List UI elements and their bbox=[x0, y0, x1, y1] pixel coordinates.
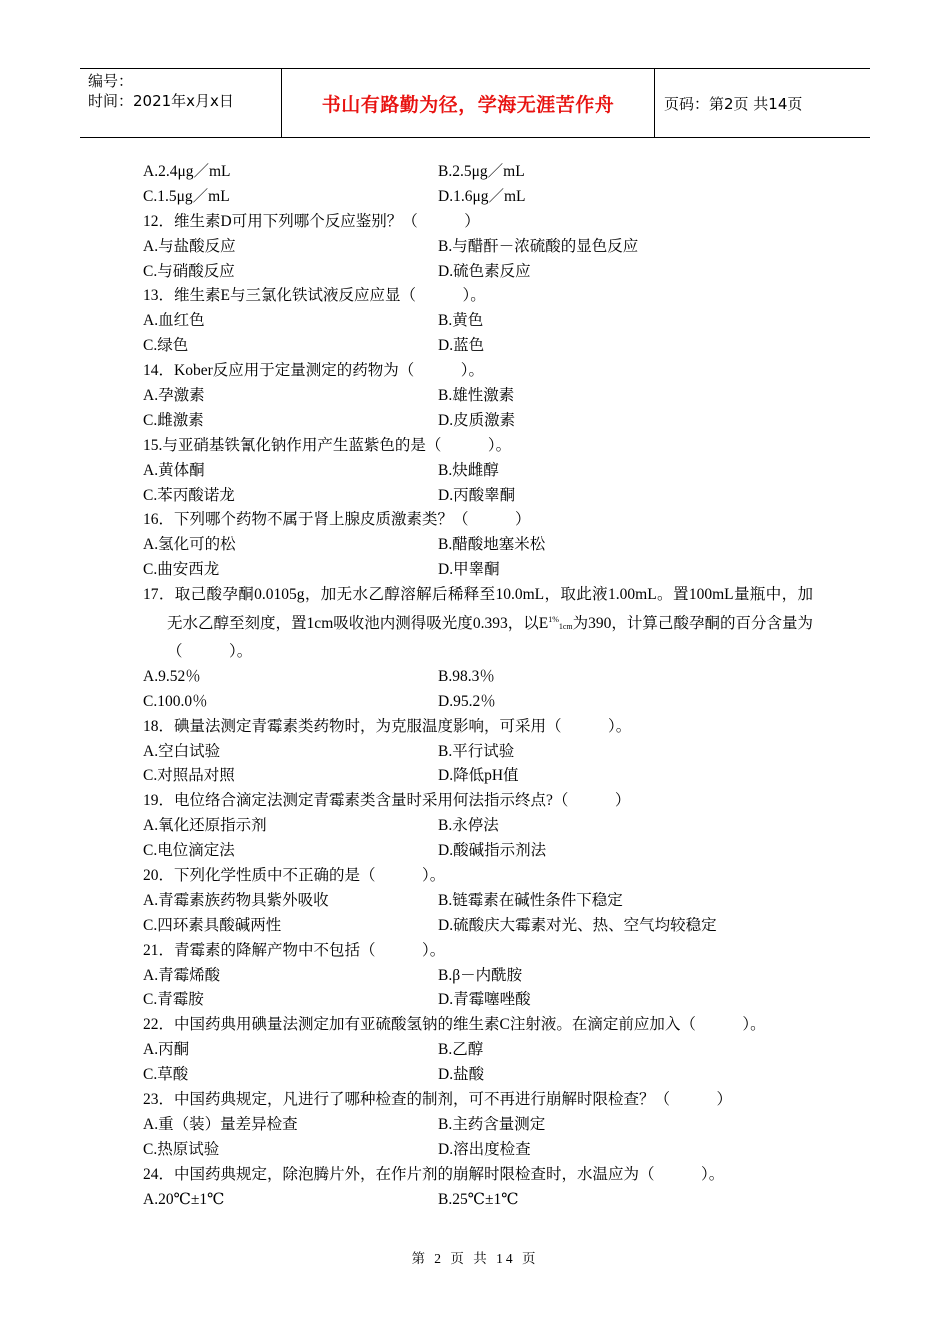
option-left: C.电位滴定法 bbox=[143, 842, 235, 860]
question-text: 15.与亚硝基铁氰化钠作用产生蓝紫色的是（ ）。 bbox=[143, 436, 512, 454]
option-row bbox=[143, 409, 813, 434]
option-row bbox=[143, 740, 813, 765]
option-left: C.青霉胺 bbox=[143, 991, 204, 1009]
option-left: C.热原试验 bbox=[143, 1140, 220, 1158]
option-left: C.草酸 bbox=[143, 1066, 189, 1084]
option-row bbox=[143, 665, 813, 690]
question-text: 24．中国药典规定，除泡腾片外，在作片剂的崩解时限检查时，水温应为（ ）。 bbox=[143, 1165, 725, 1183]
option-left: C.苯丙酸诺龙 bbox=[143, 486, 235, 504]
option-left: C.对照品对照 bbox=[143, 767, 235, 785]
option-left: A.孕激素 bbox=[143, 387, 205, 405]
header-page-info: 页码：第2页 共14页 bbox=[664, 94, 803, 113]
option-left: C.100.0％ bbox=[143, 692, 208, 710]
option-right: D.硫酸庆大霉素对光、热、空气均较稳定 bbox=[438, 916, 717, 934]
option-left: C.四环素具酸碱两性 bbox=[143, 916, 282, 934]
option-left: A.青霉素族药物具紫外吸收 bbox=[143, 891, 329, 909]
question-text: 20．下列化学性质中不正确的是（ ）。 bbox=[143, 866, 446, 884]
option-left: C.曲安西龙 bbox=[143, 561, 220, 579]
option-right: B.2.5μg／mL bbox=[438, 163, 525, 180]
question-text-part: 17．取己酸孕酮0.0105g，加无水乙醇溶解后稀释至10.0mL，取此液1.00mL。置100mL量瓶中，加无水乙醇至刻度，置1cm吸收池内测得吸光度0.393，以E bbox=[143, 586, 813, 633]
option-left: C.与硝酸反应 bbox=[143, 262, 235, 280]
question-text: 14．Kober反应用于定量测定的药物为（ ）。 bbox=[143, 362, 484, 380]
option-right: B.平行试验 bbox=[438, 742, 515, 760]
document-number-label: 编号： bbox=[88, 72, 134, 90]
option-row bbox=[143, 160, 813, 185]
document-date: 时间：2021年x月x日 bbox=[88, 92, 234, 110]
option-right: B.25℃±1℃ bbox=[438, 1190, 519, 1208]
option-left: C.1.5μg／mL bbox=[143, 187, 230, 205]
option-row bbox=[143, 334, 813, 359]
question-text: 21．青霉素的降解产物中不包括（ ）。 bbox=[143, 941, 446, 959]
option-left: A.重（装）量差异检查 bbox=[143, 1115, 298, 1133]
option-right: B.98.3％ bbox=[438, 667, 495, 685]
option-left: A.与盐酸反应 bbox=[143, 237, 236, 255]
option-row bbox=[143, 260, 813, 285]
option-left: A.青霉烯酸 bbox=[143, 966, 221, 984]
question-text-part: 为390，计算己酸孕酮的百分含量为（ ）。 bbox=[167, 615, 813, 660]
option-row bbox=[143, 914, 813, 939]
option-right: D.溶出度检查 bbox=[438, 1140, 531, 1158]
option-right: B.炔雌醇 bbox=[438, 461, 499, 479]
option-row bbox=[143, 1138, 813, 1163]
page-footer: 第 2 页 共 14 页 bbox=[411, 1251, 539, 1266]
option-row bbox=[143, 964, 813, 989]
subscript: 1cm bbox=[558, 622, 573, 632]
option-left: C.雌激素 bbox=[143, 411, 204, 429]
option-right: D.酸碱指示剂法 bbox=[438, 842, 547, 860]
option-right: D.95.2％ bbox=[438, 692, 496, 710]
option-row bbox=[143, 764, 813, 789]
question-text: 12．维生素D可用下列哪个反应鉴别？（ ） bbox=[143, 212, 480, 230]
option-left: C.绿色 bbox=[143, 337, 189, 355]
option-row bbox=[143, 690, 813, 715]
option-row bbox=[143, 309, 813, 334]
option-left: A.空白试验 bbox=[143, 742, 221, 760]
option-right: D.丙酸睾酮 bbox=[438, 486, 516, 504]
question-text: 22．中国药典用碘量法测定加有亚硫酸氢钠的维生素C注射液。在滴定前应加入（ ）。 bbox=[143, 1016, 766, 1034]
option-right: B.β－内酰胺 bbox=[438, 966, 523, 984]
option-row bbox=[143, 484, 813, 509]
option-left: A.丙酮 bbox=[143, 1041, 190, 1059]
question-text: 18．碘量法测定青霉素类药物时，为克服温度影响，可采用（ ）。 bbox=[143, 717, 632, 735]
option-row bbox=[143, 558, 813, 583]
question-text: 13．维生素E与三氯化铁试液反应应显（ ）。 bbox=[143, 287, 486, 305]
question-text: 23．中国药典规定，凡进行了哪种检查的制剂，可不再进行崩解时限检查？（ ） bbox=[143, 1091, 733, 1109]
option-right: B.与醋酐－浓硫酸的显色反应 bbox=[438, 237, 639, 255]
option-right: B.链霉素在碱性条件下稳定 bbox=[438, 891, 623, 909]
question-text bbox=[143, 583, 813, 665]
option-row bbox=[143, 814, 813, 839]
option-right: B.黄色 bbox=[438, 312, 484, 330]
option-row bbox=[143, 533, 813, 558]
option-right: B.主药含量测定 bbox=[438, 1115, 546, 1133]
question-text: 16．下列哪个药物不属于肾上腺皮质激素类？（ ） bbox=[143, 511, 531, 529]
option-right: D.甲睾酮 bbox=[438, 561, 500, 579]
question-list bbox=[143, 160, 813, 1212]
option-right: B.醋酸地塞米松 bbox=[438, 536, 546, 554]
option-row bbox=[143, 839, 813, 864]
question-text: 19．电位络合滴定法测定青霉素类含量时采用何法指示终点?（ ） bbox=[143, 792, 631, 810]
option-row bbox=[143, 384, 813, 409]
option-left: A.氧化还原指示剂 bbox=[143, 817, 267, 835]
option-row bbox=[143, 185, 813, 210]
option-right: D.蓝色 bbox=[438, 337, 485, 355]
option-right: D.降低pH值 bbox=[438, 767, 519, 785]
option-right: D.1.6μg／mL bbox=[438, 187, 526, 205]
page-header bbox=[80, 68, 870, 138]
option-left: A.20℃±1℃ bbox=[143, 1190, 225, 1208]
option-right: D.硫色素反应 bbox=[438, 262, 531, 280]
option-left: A.氢化可的松 bbox=[143, 536, 236, 554]
option-left: A.9.52％ bbox=[143, 667, 201, 685]
option-right: B.雄性激素 bbox=[438, 387, 515, 405]
option-row bbox=[143, 988, 813, 1013]
option-row bbox=[143, 1113, 813, 1138]
option-right: D.盐酸 bbox=[438, 1066, 485, 1084]
option-right: D.皮质激素 bbox=[438, 411, 516, 429]
option-left: A.黄体酮 bbox=[143, 461, 205, 479]
option-row bbox=[143, 1188, 813, 1213]
option-row bbox=[143, 889, 813, 914]
option-right: D.青霉噻唑酸 bbox=[438, 991, 531, 1009]
option-right: B.永停法 bbox=[438, 817, 499, 835]
header-motto: 书山有路勤为径，学海无涯苦作舟 bbox=[282, 69, 655, 137]
header-meta bbox=[80, 69, 282, 137]
option-row bbox=[143, 459, 813, 484]
superscript: 1% bbox=[548, 615, 559, 625]
option-row bbox=[143, 235, 813, 260]
option-row bbox=[143, 1063, 813, 1088]
option-left: A.血红色 bbox=[143, 312, 205, 330]
option-row bbox=[143, 1038, 813, 1063]
option-right: B.乙醇 bbox=[438, 1041, 484, 1059]
option-left: A.2.4μg／mL bbox=[143, 163, 231, 180]
